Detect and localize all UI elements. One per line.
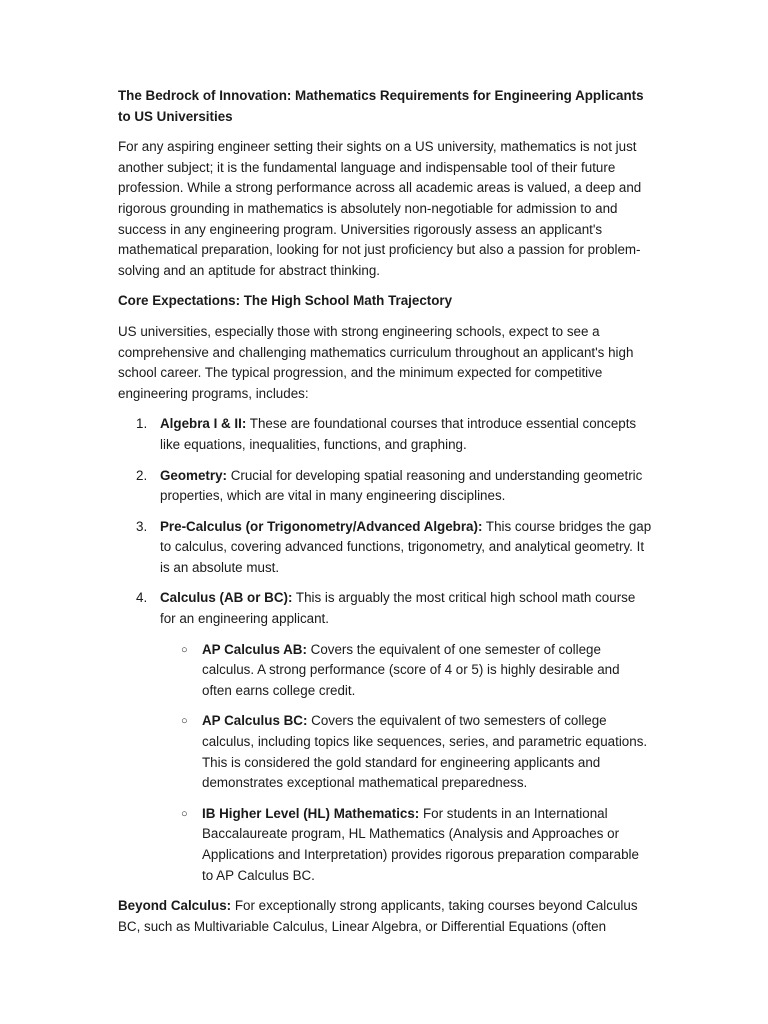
item-text: This is arguably the most critical high school math course for an engineering applicant. [160, 590, 636, 627]
list-number: 3. [136, 518, 148, 534]
sub-item-text: For students in an International Baccalaureate program, HL Mathematics (Analysis and Approaches or Applications and Interpretation) provides rigorous preparation comparable to AP Calculus BC. [202, 805, 639, 883]
item-text: This course bridges the gap to calculus, covering advanced functions, trigonometry, and analytical geometry. It is an absolute must. [160, 518, 652, 575]
item-label: Calculus (AB or BC): [160, 590, 293, 606]
section-heading: Core Expectations: The High School Math Trajectory [118, 293, 453, 309]
beyond-calculus-paragraph [118, 896, 653, 937]
item-label: Geometry: [160, 467, 227, 483]
item-label: Pre-Calculus (or Trigonometry/Advanced Algebra): [160, 518, 483, 534]
list-number: 1. [136, 416, 148, 432]
list-number: 4. [136, 590, 148, 606]
item-text: Crucial for developing spatial reasoning and understanding geometric properties, which are vital in many engineering disciplines. [160, 467, 643, 504]
sub-item-label: AP Calculus AB: [202, 641, 307, 657]
intro-paragraph: For any aspiring engineer setting their sights on a US university, mathematics is not just another subject; it is the fundamental language and indispensable tool of their future profession. While a strong performance across all academic areas is valued, a deep and rigorous grounding in mathematics is absolutely non-negotiable for admission to and success in any engineering program. Universities rigorously assess an applicant's mathematical preparation, looking for not just proficiency but also a passion for problem-solving and an aptitude for abstract thinking. [118, 139, 642, 278]
sub-item-text: Covers the equivalent of two semesters of college calculus, including topics like sequences, series, and parametric equations. This is considered the gold standard for engineering applicants and demonstrates exceptional mathematical preparedness. [202, 713, 648, 791]
sub-item-label: IB Higher Level (HL) Mathematics: [202, 805, 420, 821]
list-item [118, 517, 653, 579]
beyond-text: For exceptionally strong applicants, taking courses beyond Calculus BC, such as Multivariable Calculus, Linear Algebra, or Differential Equations (often [118, 898, 638, 934]
hollow-bullet-icon: ○ [181, 807, 188, 820]
item-label: Algebra I & II: [160, 416, 247, 432]
sub-item-text: Covers the equivalent of one semester of college calculus. A strong performance (score of 4 or 5) is highly desirable and often earns college credit. [202, 641, 620, 698]
list-item [118, 414, 653, 455]
beyond-label: Beyond Calculus: [118, 898, 232, 914]
section-paragraph: US universities, especially those with strong engineering schools, expect to see a comprehensive and challenging mathematics curriculum throughout an applicant's high school career. The typical progression, and the minimum expected for competitive engineering programs, includes: [118, 323, 634, 401]
item-text: These are foundational courses that introduce essential concepts like equations, inequalities, functions, and graphing. [160, 416, 637, 452]
document-page [118, 86, 653, 947]
list-item [118, 588, 653, 886]
page-title: The Bedrock of Innovation: Mathematics Requirements for Engineering Applicants to US Universities [118, 88, 644, 124]
calculus-options-list [160, 640, 653, 887]
math-course-list [118, 414, 653, 886]
sub-list-item [160, 804, 653, 886]
sub-item-label: AP Calculus BC: [202, 713, 308, 729]
sub-list-item [160, 640, 653, 702]
hollow-bullet-icon: ○ [181, 643, 188, 656]
hollow-bullet-icon: ○ [181, 715, 188, 728]
list-number: 2. [136, 467, 148, 483]
sub-list-item [160, 711, 653, 793]
list-item [118, 466, 653, 507]
